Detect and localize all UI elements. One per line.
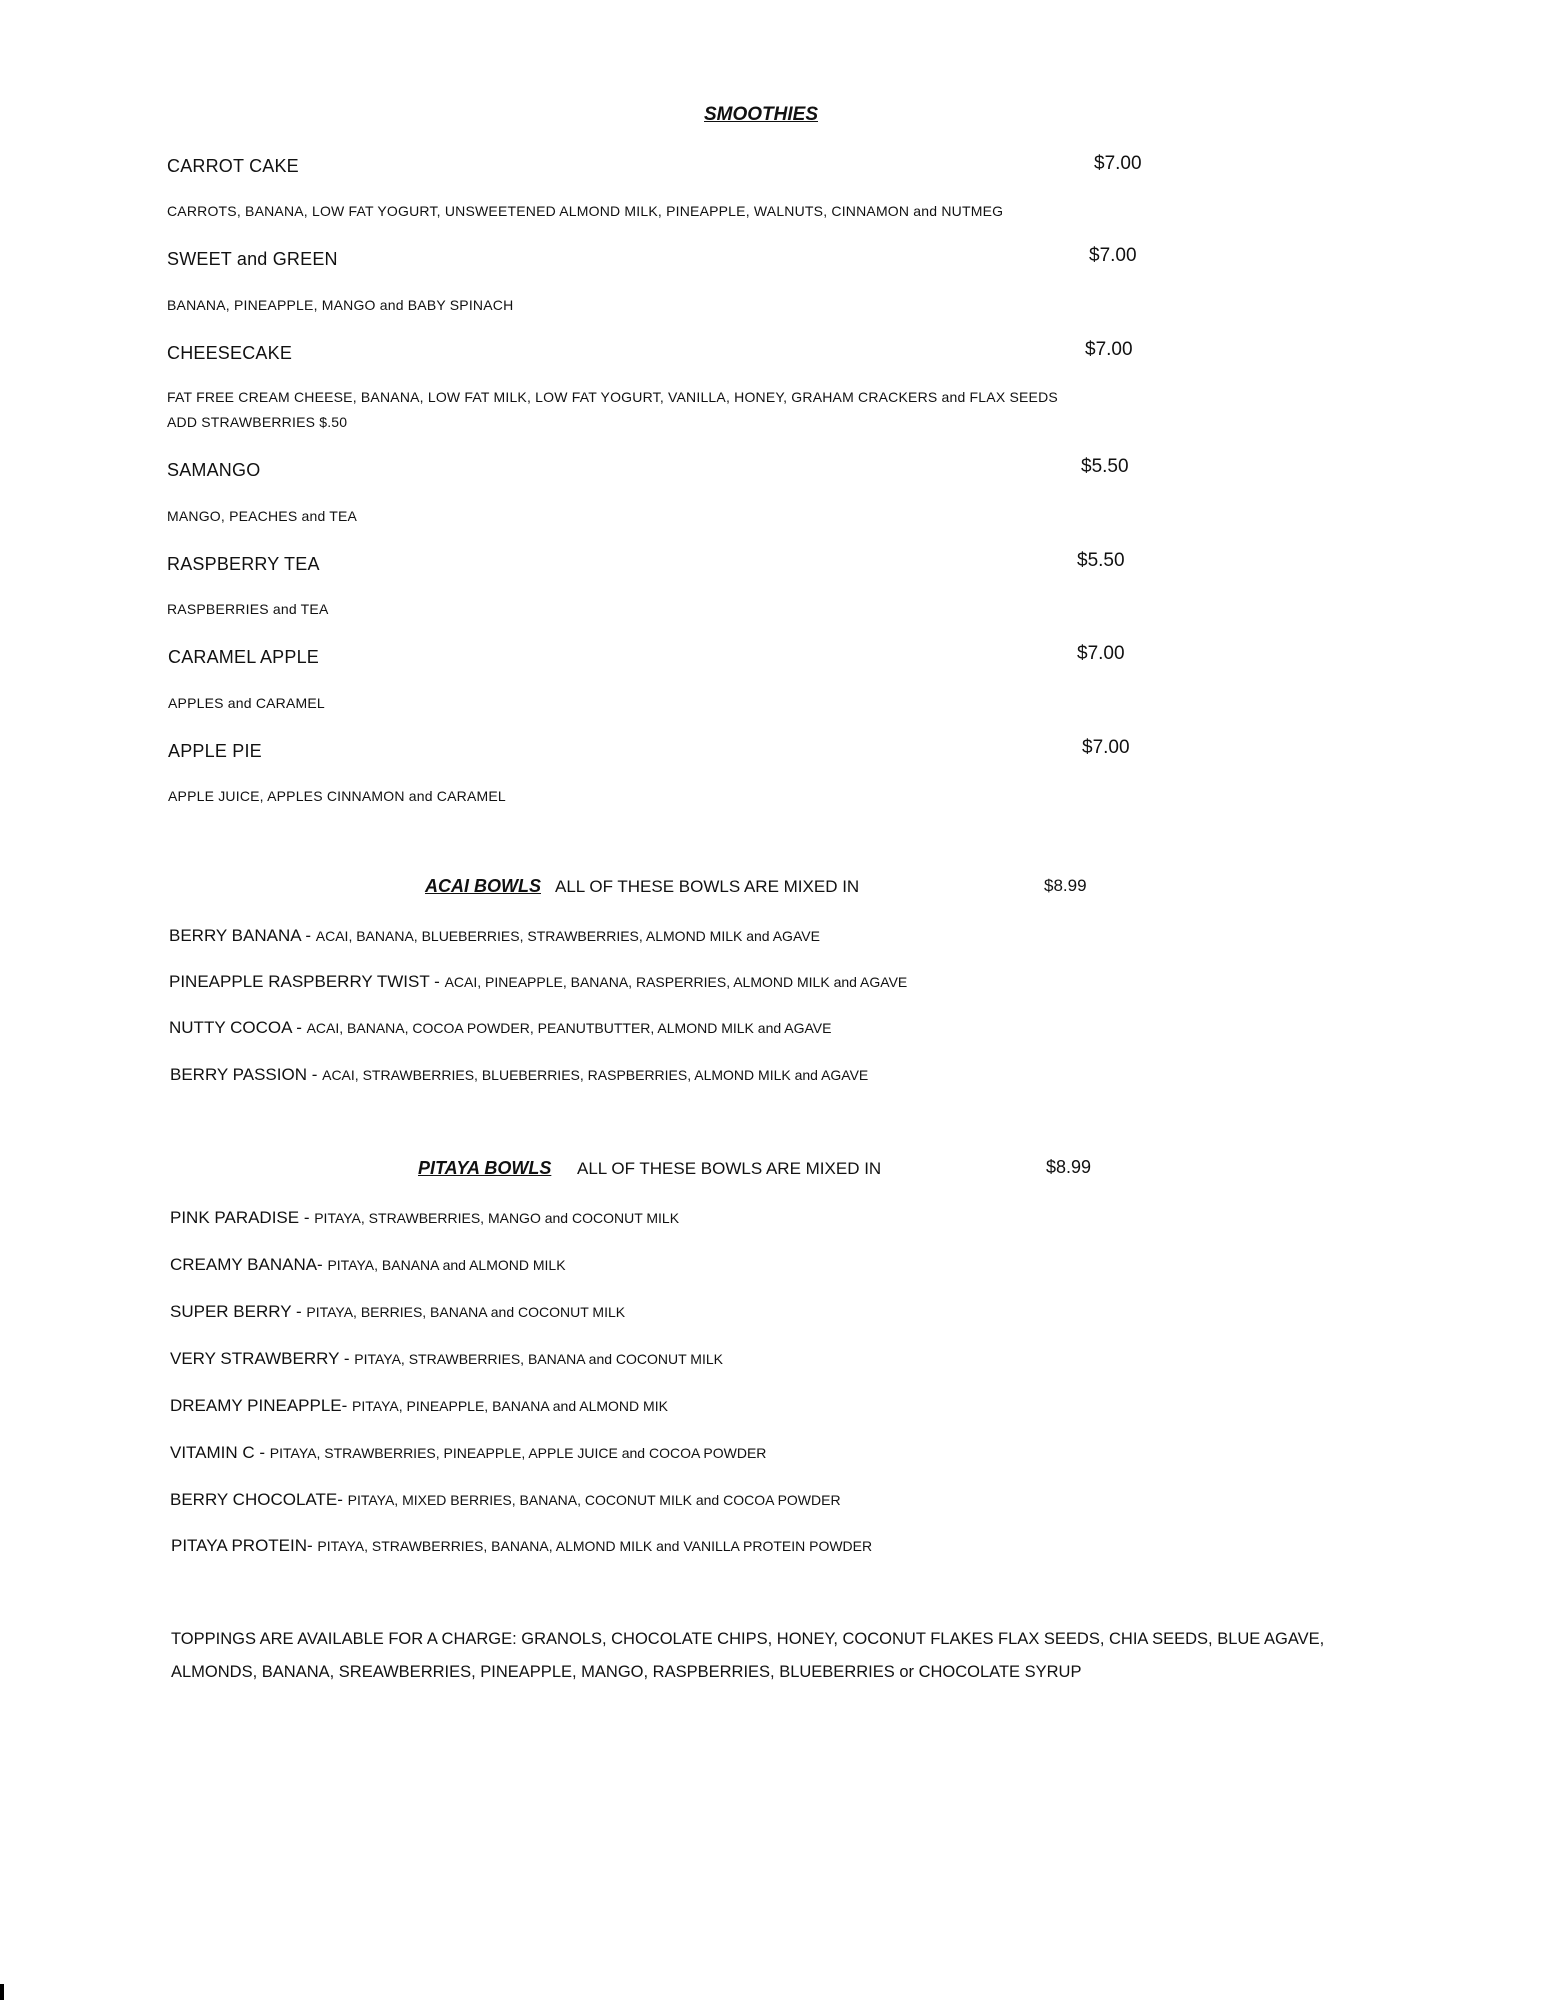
bowl-name: PITAYA PROTEIN- <box>171 1536 318 1555</box>
scan-mark <box>0 1984 4 2000</box>
bowl-name: CREAMY BANANA- <box>170 1255 328 1274</box>
bowl-name: BERRY PASSION - <box>170 1065 323 1084</box>
acai-item <box>170 1065 868 1085</box>
smoothie-price: $5.50 <box>1077 550 1125 571</box>
smoothie-name: RASPBERRY TEA <box>167 554 320 574</box>
bowl-name: BERRY BANANA - <box>169 926 316 945</box>
bowl-desc: ACAI, PINEAPPLE, BANANA, RASPERRIES, ALMOND MILK and AGAVE <box>444 974 908 990</box>
smoothie-desc: BANANA, PINEAPPLE, MANGO and BABY SPINACH <box>167 297 514 313</box>
bowl-desc: PITAYA, BANANA and ALMOND MILK <box>327 1257 566 1273</box>
bowl-name: PINK PARADISE - <box>170 1208 315 1227</box>
smoothie-desc: APPLES and CARAMEL <box>168 695 325 711</box>
smoothie-desc: RASPBERRIES and TEA <box>167 601 329 617</box>
smoothie-extra: ADD STRAWBERRIES $.50 <box>167 414 348 430</box>
bowl-desc: PITAYA, PINEAPPLE, BANANA and ALMOND MIK <box>352 1398 668 1414</box>
pitaya-item <box>170 1349 723 1369</box>
bowl-name: BERRY CHOCOLATE- <box>170 1490 348 1509</box>
pitaya-item <box>170 1302 625 1322</box>
bowl-desc: ACAI, BANANA, COCOA POWDER, PEANUTBUTTER, ALMOND MILK and AGAVE <box>306 1020 832 1036</box>
toppings-note <box>171 1623 1371 1689</box>
smoothie-name: SAMANGO <box>167 460 261 480</box>
bowl-desc: PITAYA, STRAWBERRIES, BANANA and COCONUT MILK <box>354 1351 723 1367</box>
bowl-name: VERY STRAWBERRY - <box>170 1349 355 1368</box>
smoothie-desc: MANGO, PEACHES and TEA <box>167 508 358 524</box>
smoothie-price: $7.00 <box>1094 153 1142 174</box>
pitaya-item <box>171 1536 872 1556</box>
smoothie-price: $7.00 <box>1085 339 1133 360</box>
acai-item <box>169 1018 831 1038</box>
bowl-name: SUPER BERRY - <box>170 1302 307 1321</box>
acai-item <box>169 972 907 992</box>
toppings-line: ALMONDS, BANANA, SREAWBERRIES, PINEAPPLE, MANGO, RASPBERRIES, BLUEBERRIES or CHOCOLATE SYRUP <box>171 1663 1082 1681</box>
smoothie-desc: CARROTS, BANANA, LOW FAT YOGURT, UNSWEETENED ALMOND MILK, PINEAPPLE, WALNUTS, CINNAMON and NUTMEG <box>167 203 1004 219</box>
bowl-desc: ACAI, STRAWBERRIES, BLUEBERRIES, RASPBERRIES, ALMOND MILK and AGAVE <box>322 1067 869 1083</box>
bowl-desc: PITAYA, STRAWBERRIES, PINEAPPLE, APPLE JUICE and COCOA POWDER <box>269 1445 767 1461</box>
bowl-desc: PITAYA, STRAWBERRIES, MANGO and COCONUT MILK <box>314 1210 680 1226</box>
toppings-line: TOPPINGS ARE AVAILABLE FOR A CHARGE: GRANOLS, CHOCOLATE CHIPS, HONEY, COCONUT FLAKES FLAX SEEDS, CHIA SEEDS, BLUE AGAVE, <box>171 1630 1325 1648</box>
smoothie-name: APPLE PIE <box>168 741 262 761</box>
bowl-desc: PITAYA, MIXED BERRIES, BANANA, COCONUT MILK and COCOA POWDER <box>347 1492 841 1508</box>
acai-title: ACAI BOWLS <box>425 876 541 896</box>
smoothie-name: CARAMEL APPLE <box>168 647 319 667</box>
pitaya-item <box>170 1443 766 1463</box>
pitaya-note: ALL OF THESE BOWLS ARE MIXED IN <box>577 1159 882 1178</box>
bowl-name: DREAMY PINEAPPLE- <box>170 1396 353 1415</box>
bowl-name: PINEAPPLE RASPBERRY TWIST - <box>169 972 445 991</box>
bowl-name: VITAMIN C - <box>170 1443 270 1462</box>
acai-price: $8.99 <box>1044 876 1087 895</box>
smoothie-name: CARROT CAKE <box>167 156 299 176</box>
smoothie-desc: APPLE JUICE, APPLES CINNAMON and CARAMEL <box>168 788 506 804</box>
smoothies-title: SMOOTHIES <box>704 104 819 125</box>
pitaya-title: PITAYA BOWLS <box>418 1158 552 1178</box>
bowl-desc: PITAYA, STRAWBERRIES, BANANA, ALMOND MILK and VANILLA PROTEIN POWDER <box>317 1538 873 1554</box>
smoothie-name: CHEESECAKE <box>167 343 293 363</box>
smoothie-price: $7.00 <box>1077 643 1125 664</box>
smoothie-price: $7.00 <box>1082 737 1130 758</box>
bowl-name: NUTTY COCOA - <box>169 1018 307 1037</box>
acai-item <box>169 926 820 946</box>
pitaya-price: $8.99 <box>1046 1157 1092 1177</box>
bowl-desc: PITAYA, BERRIES, BANANA and COCONUT MILK <box>306 1304 626 1320</box>
smoothie-price: $7.00 <box>1089 245 1137 266</box>
acai-note: ALL OF THESE BOWLS ARE MIXED IN <box>555 877 860 896</box>
pitaya-item <box>170 1208 679 1228</box>
bowl-desc: ACAI, BANANA, BLUEBERRIES, STRAWBERRIES, ALMOND MILK and AGAVE <box>315 928 820 944</box>
smoothie-desc: FAT FREE CREAM CHEESE, BANANA, LOW FAT MILK, LOW FAT YOGURT, VANILLA, HONEY, GRAHAM CRACKERS and FLAX SEEDS <box>167 389 1058 405</box>
pitaya-item <box>170 1255 566 1275</box>
smoothie-price: $5.50 <box>1081 456 1129 477</box>
pitaya-item <box>170 1396 668 1416</box>
smoothie-name: SWEET and GREEN <box>167 249 338 269</box>
pitaya-item <box>170 1490 841 1510</box>
